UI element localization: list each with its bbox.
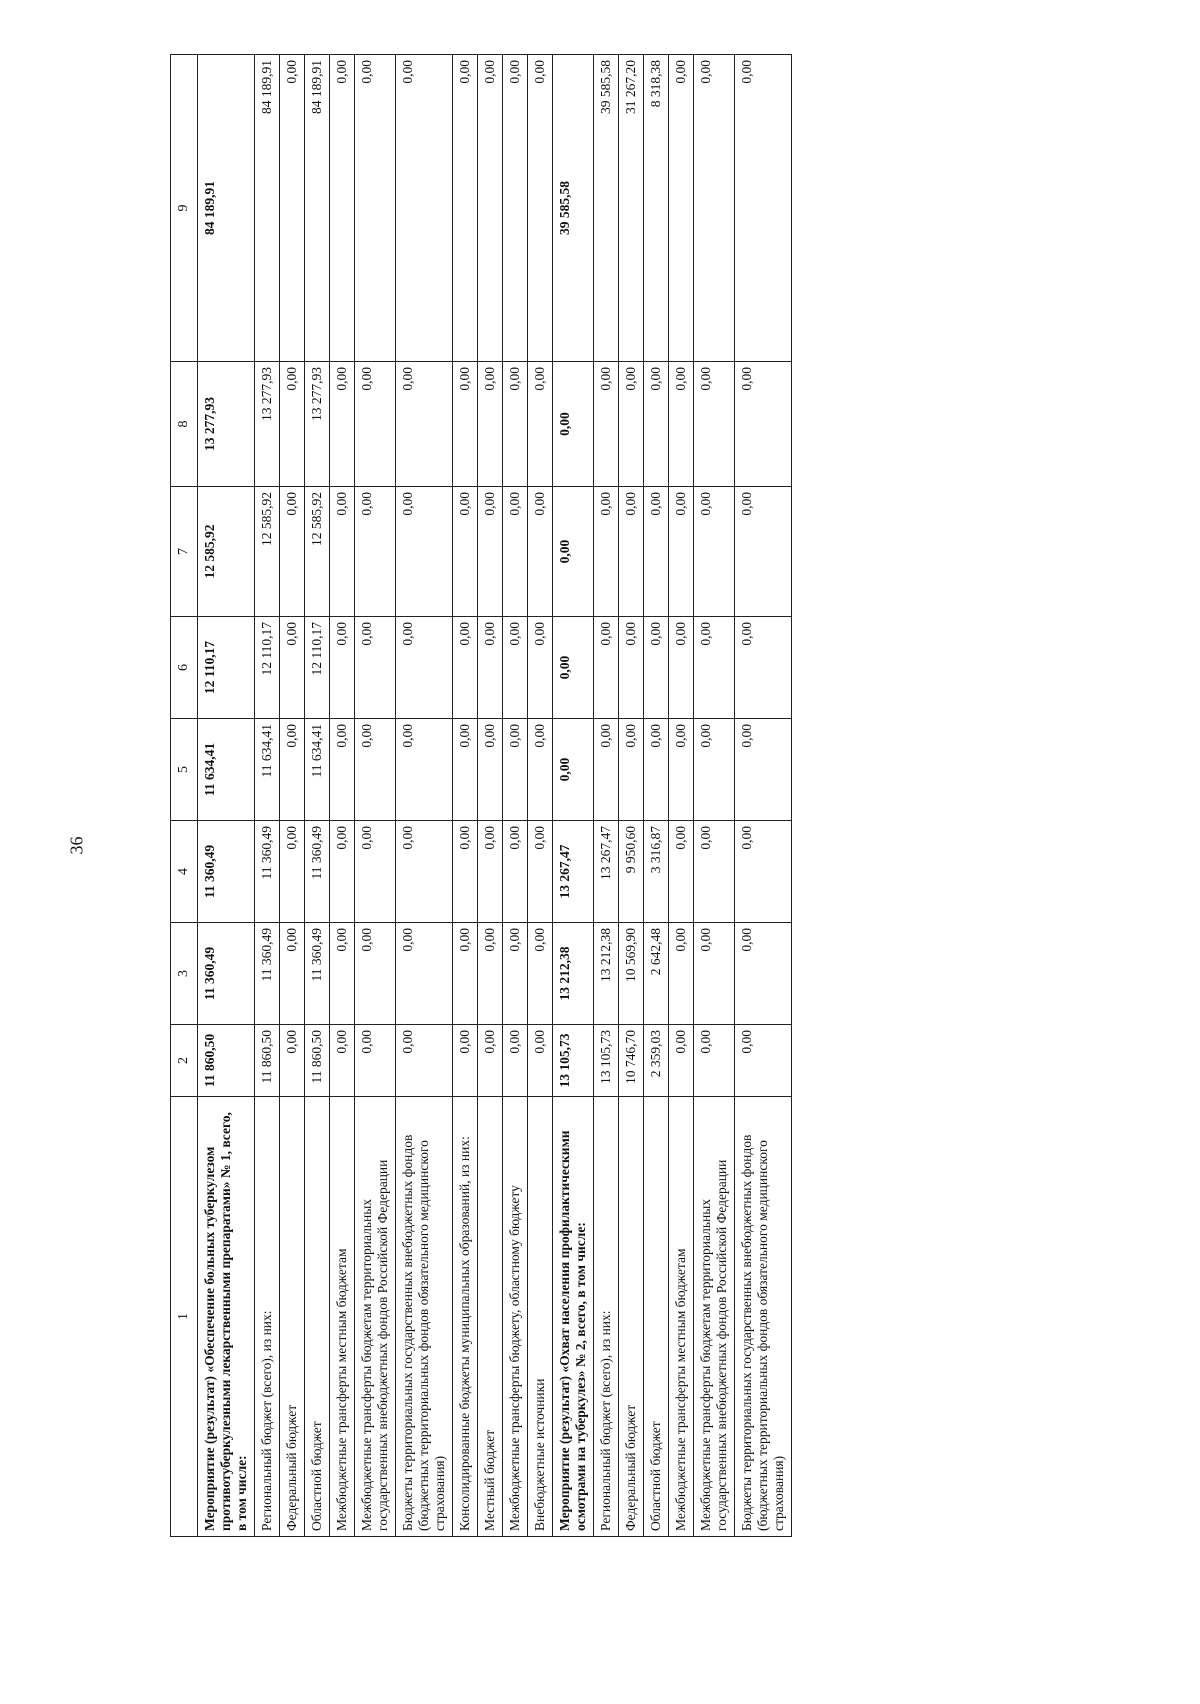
value-cell: 0,00 [503, 617, 528, 719]
row-label: Межбюджетные трансферты бюджету, областному бюджету [503, 1097, 528, 1537]
value-cell: 11 634,41 [305, 719, 330, 821]
value-cell: 0,00 [478, 1025, 503, 1097]
value-cell: 0,00 [503, 1025, 528, 1097]
budget-row [478, 55, 503, 1537]
value-cell: 11 860,50 [198, 1025, 255, 1097]
value-cell: 12 110,17 [255, 617, 280, 719]
row-label: Бюджеты территориальных государственных внебюджетных фондов (бюджетных территориальных фондов обязательного медицинского страхования) [735, 1097, 792, 1537]
value-cell: 0,00 [280, 923, 305, 1025]
value-cell: 0,00 [669, 923, 694, 1025]
value-cell: 0,00 [694, 821, 735, 923]
value-cell: 0,00 [528, 362, 553, 487]
budget-row [669, 55, 694, 1537]
value-cell: 0,00 [330, 617, 355, 719]
value-cell: 13 212,38 [553, 923, 594, 1025]
value-cell: 0,00 [669, 362, 694, 487]
value-cell: 0,00 [355, 55, 396, 362]
value-cell: 0,00 [280, 821, 305, 923]
value-cell: 0,00 [528, 55, 553, 362]
budget-row [594, 55, 619, 1537]
value-cell: 0,00 [478, 923, 503, 1025]
value-cell: 2 642,48 [644, 923, 669, 1025]
value-cell: 0,00 [396, 719, 453, 821]
value-cell: 0,00 [396, 362, 453, 487]
value-cell: 0,00 [453, 1025, 478, 1097]
value-cell: 0,00 [669, 55, 694, 362]
budget-row [280, 55, 305, 1537]
value-cell: 13 105,73 [553, 1025, 594, 1097]
value-cell: 0,00 [503, 719, 528, 821]
value-cell: 0,00 [330, 55, 355, 362]
value-cell: 11 360,49 [305, 923, 330, 1025]
value-cell: 10 569,90 [619, 923, 644, 1025]
value-cell: 12 110,17 [198, 617, 255, 719]
value-cell: 12 585,92 [305, 487, 330, 617]
row-label: Местный бюджет [478, 1097, 503, 1537]
value-cell: 0,00 [619, 617, 644, 719]
value-cell: 0,00 [503, 362, 528, 487]
value-cell: 0,00 [735, 55, 792, 362]
value-cell: 0,00 [478, 362, 503, 487]
budget-row [503, 55, 528, 1537]
value-cell: 0,00 [330, 923, 355, 1025]
column-header: 7 [171, 487, 198, 617]
value-cell: 13 267,47 [553, 821, 594, 923]
value-cell: 11 360,49 [255, 923, 280, 1025]
budget-row [644, 55, 669, 1537]
page-number: 36 [66, 836, 87, 855]
row-label: Мероприятие (результат) «Обеспечение больных туберкулезом противотуберкулезными лекарственными препаратами» № 1, всего, в том числе: [198, 1097, 255, 1537]
value-cell: 0,00 [355, 487, 396, 617]
column-header: 2 [171, 1025, 198, 1097]
value-cell: 0,00 [735, 487, 792, 617]
value-cell: 0,00 [619, 487, 644, 617]
column-header: 8 [171, 362, 198, 487]
value-cell: 0,00 [396, 1025, 453, 1097]
value-cell: 0,00 [619, 362, 644, 487]
budget-row [694, 55, 735, 1537]
value-cell: 12 585,92 [255, 487, 280, 617]
column-header: 1 [171, 1097, 198, 1537]
value-cell: 0,00 [528, 617, 553, 719]
value-cell: 84 189,91 [198, 55, 255, 362]
value-cell: 12 110,17 [305, 617, 330, 719]
value-cell: 0,00 [735, 617, 792, 719]
value-cell: 0,00 [528, 487, 553, 617]
value-cell: 0,00 [453, 617, 478, 719]
value-cell: 0,00 [594, 487, 619, 617]
budget-row [453, 55, 478, 1537]
value-cell: 0,00 [355, 923, 396, 1025]
value-cell: 0,00 [694, 1025, 735, 1097]
rotated-sheet [170, 55, 1185, 1537]
row-label: Региональный бюджет (всего), из них: [594, 1097, 619, 1537]
value-cell: 0,00 [503, 821, 528, 923]
value-cell: 0,00 [735, 362, 792, 487]
value-cell: 0,00 [528, 719, 553, 821]
value-cell: 0,00 [669, 617, 694, 719]
budget-row [735, 55, 792, 1537]
value-cell: 0,00 [644, 617, 669, 719]
value-cell: 0,00 [735, 821, 792, 923]
row-label: Областной бюджет [305, 1097, 330, 1537]
value-cell: 39 585,58 [553, 55, 594, 362]
row-label: Консолидированные бюджеты муниципальных образований, из них: [453, 1097, 478, 1537]
value-cell: 0,00 [330, 821, 355, 923]
budget-row [619, 55, 644, 1537]
value-cell: 0,00 [330, 487, 355, 617]
value-cell: 0,00 [355, 821, 396, 923]
value-cell: 0,00 [594, 719, 619, 821]
value-cell: 31 267,20 [619, 55, 644, 362]
value-cell: 11 360,49 [198, 821, 255, 923]
value-cell: 0,00 [453, 362, 478, 487]
value-cell: 3 316,87 [644, 821, 669, 923]
value-cell: 0,00 [669, 719, 694, 821]
value-cell: 0,00 [355, 719, 396, 821]
value-cell: 11 360,49 [198, 923, 255, 1025]
value-cell: 0,00 [396, 487, 453, 617]
value-cell: 0,00 [669, 487, 694, 617]
value-cell: 0,00 [694, 362, 735, 487]
value-cell: 11 360,49 [255, 821, 280, 923]
column-header: 4 [171, 821, 198, 923]
column-header-row [171, 55, 198, 1537]
budget-row [255, 55, 280, 1537]
row-label: Бюджеты территориальных государственных внебюджетных фондов (бюджетных территориальных фондов обязательного медицинского страхования) [396, 1097, 453, 1537]
value-cell: 0,00 [478, 487, 503, 617]
row-label: Федеральный бюджет [280, 1097, 305, 1537]
value-cell: 0,00 [478, 719, 503, 821]
value-cell: 0,00 [280, 55, 305, 362]
value-cell: 8 318,38 [644, 55, 669, 362]
value-cell: 0,00 [478, 617, 503, 719]
value-cell: 0,00 [669, 1025, 694, 1097]
value-cell: 9 950,60 [619, 821, 644, 923]
value-cell: 0,00 [735, 923, 792, 1025]
value-cell: 0,00 [503, 55, 528, 362]
value-cell: 0,00 [478, 55, 503, 362]
value-cell: 0,00 [355, 617, 396, 719]
value-cell: 13 105,73 [594, 1025, 619, 1097]
value-cell: 0,00 [735, 1025, 792, 1097]
value-cell: 0,00 [478, 821, 503, 923]
value-cell: 0,00 [694, 923, 735, 1025]
value-cell: 0,00 [669, 821, 694, 923]
value-cell: 0,00 [280, 362, 305, 487]
value-cell: 0,00 [330, 719, 355, 821]
value-cell: 2 359,03 [644, 1025, 669, 1097]
budget-row [528, 55, 553, 1537]
value-cell: 39 585,58 [594, 55, 619, 362]
value-cell: 0,00 [644, 719, 669, 821]
value-cell: 0,00 [280, 487, 305, 617]
value-cell: 0,00 [503, 487, 528, 617]
value-cell: 13 277,93 [255, 362, 280, 487]
row-label: Внебюджетные источники [528, 1097, 553, 1537]
value-cell: 0,00 [453, 719, 478, 821]
value-cell: 11 634,41 [255, 719, 280, 821]
budget-table [170, 54, 792, 1537]
value-cell: 0,00 [553, 487, 594, 617]
value-cell: 84 189,91 [305, 55, 330, 362]
value-cell: 0,00 [694, 617, 735, 719]
value-cell: 0,00 [553, 617, 594, 719]
table-body [171, 55, 792, 1537]
value-cell: 13 212,38 [594, 923, 619, 1025]
value-cell: 0,00 [396, 821, 453, 923]
value-cell: 0,00 [355, 362, 396, 487]
value-cell: 0,00 [453, 923, 478, 1025]
value-cell: 0,00 [280, 617, 305, 719]
value-cell: 0,00 [453, 487, 478, 617]
value-cell: 0,00 [396, 923, 453, 1025]
value-cell: 0,00 [280, 719, 305, 821]
measure-row [198, 55, 255, 1537]
value-cell: 10 746,70 [619, 1025, 644, 1097]
value-cell: 0,00 [528, 923, 553, 1025]
value-cell: 0,00 [330, 1025, 355, 1097]
value-cell: 0,00 [528, 821, 553, 923]
row-label: Межбюджетные трансферты местным бюджетам [330, 1097, 355, 1537]
value-cell: 0,00 [553, 719, 594, 821]
value-cell: 11 360,49 [305, 821, 330, 923]
budget-row [330, 55, 355, 1537]
value-cell: 0,00 [503, 923, 528, 1025]
value-cell: 0,00 [644, 362, 669, 487]
column-header: 9 [171, 55, 198, 362]
value-cell: 13 277,93 [305, 362, 330, 487]
value-cell: 11 634,41 [198, 719, 255, 821]
value-cell: 0,00 [453, 821, 478, 923]
value-cell: 13 277,93 [198, 362, 255, 487]
value-cell: 0,00 [280, 1025, 305, 1097]
value-cell: 0,00 [619, 719, 644, 821]
row-label: Межбюджетные трансферты бюджетам территориальных государственных внебюджетных фондов Российской Федерации [694, 1097, 735, 1537]
value-cell: 0,00 [528, 1025, 553, 1097]
value-cell: 0,00 [453, 55, 478, 362]
value-cell: 13 267,47 [594, 821, 619, 923]
value-cell: 0,00 [735, 719, 792, 821]
value-cell: 0,00 [694, 487, 735, 617]
value-cell: 0,00 [594, 617, 619, 719]
row-label: Областной бюджет [644, 1097, 669, 1537]
value-cell: 0,00 [396, 55, 453, 362]
row-label: Мероприятие (результат) «Охват населения профилактическими осмотрами на туберкулез» № 2, всего, в том числе: [553, 1097, 594, 1537]
value-cell: 0,00 [694, 55, 735, 362]
value-cell: 0,00 [694, 719, 735, 821]
measure-row [553, 55, 594, 1537]
row-label: Федеральный бюджет [619, 1097, 644, 1537]
row-label: Межбюджетные трансферты бюджетам территориальных государственных внебюджетных фондов Российской Федерации [355, 1097, 396, 1537]
value-cell: 11 860,50 [255, 1025, 280, 1097]
row-label: Региональный бюджет (всего), из них: [255, 1097, 280, 1537]
column-header: 3 [171, 923, 198, 1025]
budget-row [305, 55, 330, 1537]
column-header: 5 [171, 719, 198, 821]
value-cell: 84 189,91 [255, 55, 280, 362]
value-cell: 0,00 [355, 1025, 396, 1097]
value-cell: 0,00 [594, 362, 619, 487]
budget-row [396, 55, 453, 1537]
budget-row [355, 55, 396, 1537]
value-cell: 0,00 [644, 487, 669, 617]
value-cell: 11 860,50 [305, 1025, 330, 1097]
row-label: Межбюджетные трансферты местным бюджетам [669, 1097, 694, 1537]
value-cell: 12 585,92 [198, 487, 255, 617]
column-header: 6 [171, 617, 198, 719]
value-cell: 0,00 [330, 362, 355, 487]
value-cell: 0,00 [553, 362, 594, 487]
value-cell: 0,00 [396, 617, 453, 719]
